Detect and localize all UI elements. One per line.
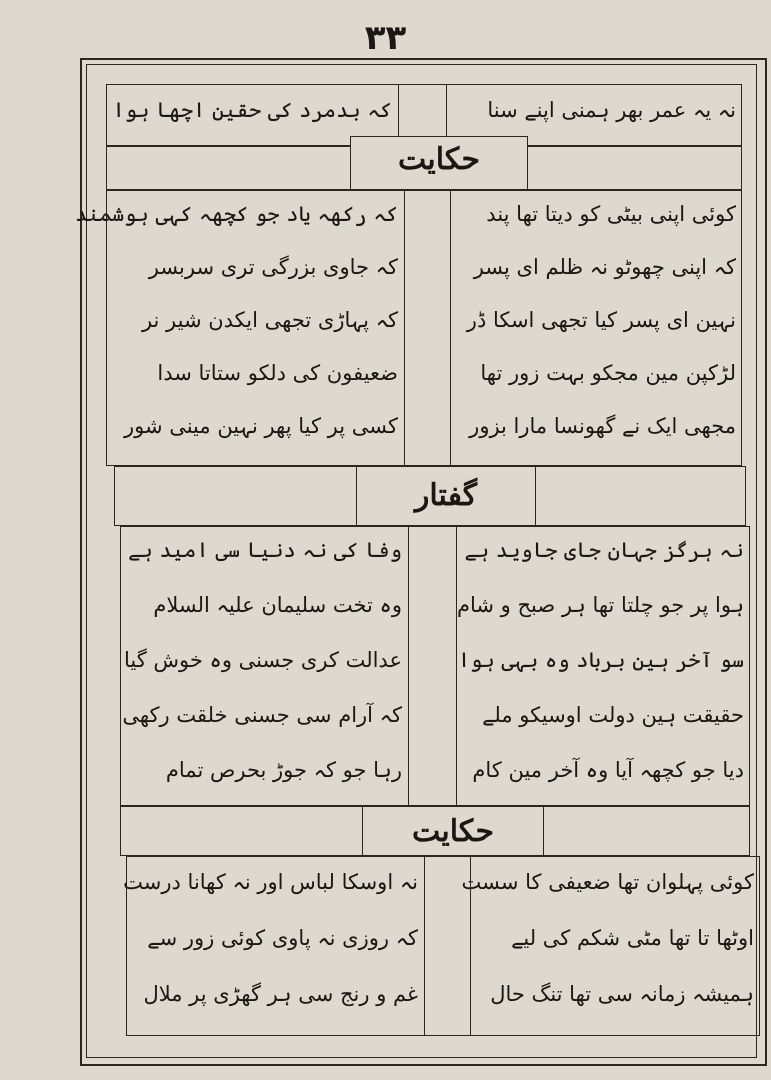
section1-left-line-1: کہ رکھہ یاد جو کچھہ کہی ہوشمند (74, 202, 398, 226)
section3-right-line-1: کوئی پہلوان تھا ضعیفی کا سست (461, 870, 754, 894)
section2-left-line-5: رہا جو کہ جوڑ بحرص تمام (165, 758, 402, 782)
intro-right-line: نہ یہ عمر بھر ہمنی اپنے سنا (487, 98, 736, 122)
section2-left-line-3: عدالت کری جسنی وہ خوش گیا (123, 648, 402, 672)
section1-heading: حکایت (397, 142, 481, 177)
section3-divider-left (424, 856, 425, 1036)
section3-heading: حکایت (411, 814, 495, 849)
section2-right-line-3: سو آخر ہین برباد وہ بہی ہوا (457, 648, 744, 672)
section2-left-line-1: وفا کی نہ دنیا سی امید ہے (128, 538, 402, 562)
section1-divider-right (450, 190, 451, 466)
section2-heading: گفتار (414, 478, 478, 513)
section3-right-line-3: ہمیشہ زمانہ سی تھا تنگ حال (490, 982, 754, 1006)
section2-right-line-2: ہوا پر جو چلتا تھا ہر صبح و شام (457, 593, 744, 617)
section2-left-line-2: وہ تخت سلیمان علیہ السلام (153, 593, 402, 617)
intro-left-line: کہ بدمرد کی حقین اچھا ہوا (112, 98, 392, 122)
section3-left-line-3: غم و رنج سی ہر گھڑی پر ملال (143, 982, 418, 1006)
section1-right-line-1: کوئی اپنی بیٹی کو دیتا تھا پند (486, 202, 736, 226)
section2-divider-right (456, 526, 457, 806)
section1-right-line-3: نہین ای پسر کیا تجھی اسکا ڈر (466, 308, 736, 332)
section1-left-line-3: کہ پہاڑی تجھی ایکدن شیر نر (141, 308, 398, 332)
section2-divider-left (408, 526, 409, 806)
section3-right-line-2: اوٹھا تا تھا مٹی شکم کی لیے (511, 926, 754, 950)
section3-left-line-2: کہ روزی نہ پاوی کوئی زور سے (147, 926, 418, 950)
section1-right-line-2: کہ اپنی چھوٹو نہ ظلم ای پسر (473, 255, 736, 279)
section1-left-line-2: کہ جاوی بزرگی تری سربسر (148, 255, 398, 279)
section1-left-line-4: ضعیفون کی دلکو ستاتا سدا (157, 361, 398, 385)
section2-right-line-5: دیا جو کچھہ آیا وہ آخر مین کام (472, 758, 744, 782)
section1-divider-left (404, 190, 405, 466)
section1-right-line-5: مجھی ایک نے گھونسا مارا بزور (469, 414, 736, 438)
section2-left-line-4: کہ آرام سی جسنی خلقت رکھی (122, 703, 402, 727)
section1-right-line-4: لڑکپن مین مجکو بہت زور تھا (480, 361, 736, 385)
page-number: ۳۳ (364, 18, 407, 58)
section2-right-line-4: حقیقت ہین دولت اوسیکو ملے (482, 703, 744, 727)
section3-left-line-1: نہ اوسکا لباس اور نہ کھانا درست (123, 870, 418, 894)
section2-right-line-1: نہ ہرگز جہان جای جاوید ہے (464, 538, 744, 562)
section1-left-line-5: کسی پر کیا پھر نہین مینی شور (123, 414, 398, 438)
